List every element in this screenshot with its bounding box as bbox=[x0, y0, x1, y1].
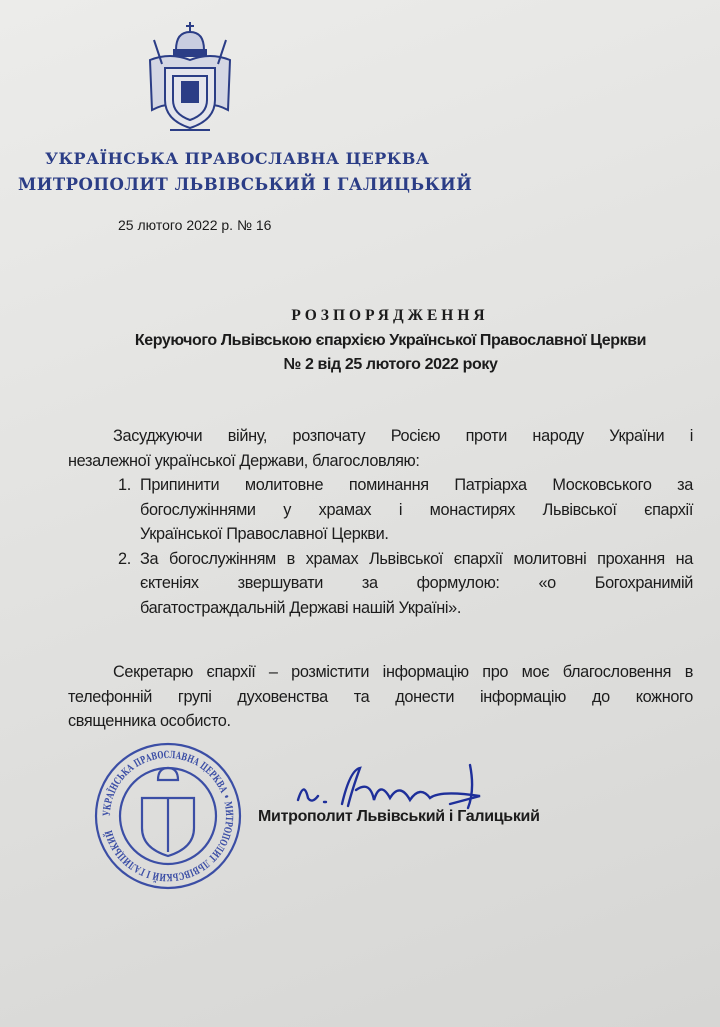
letterhead-metropolitan: МИТРОПОЛИТ ЛЬВІВСЬКИЙ І ГАЛИЦЬКИЙ bbox=[18, 175, 473, 194]
secretary-line-3: священника особисто. bbox=[68, 712, 231, 730]
coat-of-arms-logo bbox=[140, 20, 240, 138]
document-title: РОЗПОРЯДЖЕННЯ bbox=[291, 307, 489, 324]
document-subtitle: Керуючого Львівською єпархією Української Православної Церкви bbox=[134, 332, 647, 349]
list-item bbox=[68, 547, 693, 621]
list-item-line: Української Православної Церкви. bbox=[140, 525, 389, 543]
list-item-line: багатостраждальній Державі нашій Україні». bbox=[140, 598, 462, 617]
list-item-number: 1. bbox=[118, 476, 131, 494]
list-item-line: єктеніях звершувати за формулою: «о Богохранимій bbox=[140, 574, 693, 592]
list-item bbox=[68, 473, 693, 547]
list-item-line: богослужіннями у храмах і монастирях Львівської єпархії bbox=[140, 500, 693, 519]
document-number-date: № 2 від 25 лютого 2022 року bbox=[283, 356, 498, 373]
list-item-number: 2. bbox=[118, 549, 131, 568]
document-body bbox=[68, 424, 693, 734]
intro-line-2: незалежної української Держави, благословляю: bbox=[68, 451, 420, 470]
signatory-title: Митрополит Львівський і Галицький bbox=[258, 808, 540, 825]
document-date-number: 25 лютого 2022 р. № 16 bbox=[118, 217, 272, 233]
letterhead-church-name: УКРАЇНСЬКА ПРАВОСЛАВНА ЦЕРКВА bbox=[45, 149, 430, 168]
intro-line-1: Засуджуючи війну, розпочату Росією проти народу України і bbox=[113, 427, 693, 445]
secretary-line-2: телефонній групі духовенства та донести інформацію до кожного bbox=[68, 687, 693, 706]
list-item-line: За богослужінням в храмах Львівської єпархії молитовні прохання на bbox=[140, 549, 693, 568]
list-item-line: Припинити молитовне поминання Патріарха Московського за bbox=[140, 476, 693, 494]
stamp-text: УКРАЇНСЬКА ПРАВОСЛАВНА ЦЕРКВА • МИТРОПОЛИТ ЛЬВІВСЬКИЙ І ГАЛИЦЬКИЙ bbox=[101, 749, 235, 883]
official-stamp bbox=[92, 740, 244, 892]
secretary-line-1: Секретарю єпархії – розмістити інформацію про моє благословення в bbox=[113, 663, 693, 681]
